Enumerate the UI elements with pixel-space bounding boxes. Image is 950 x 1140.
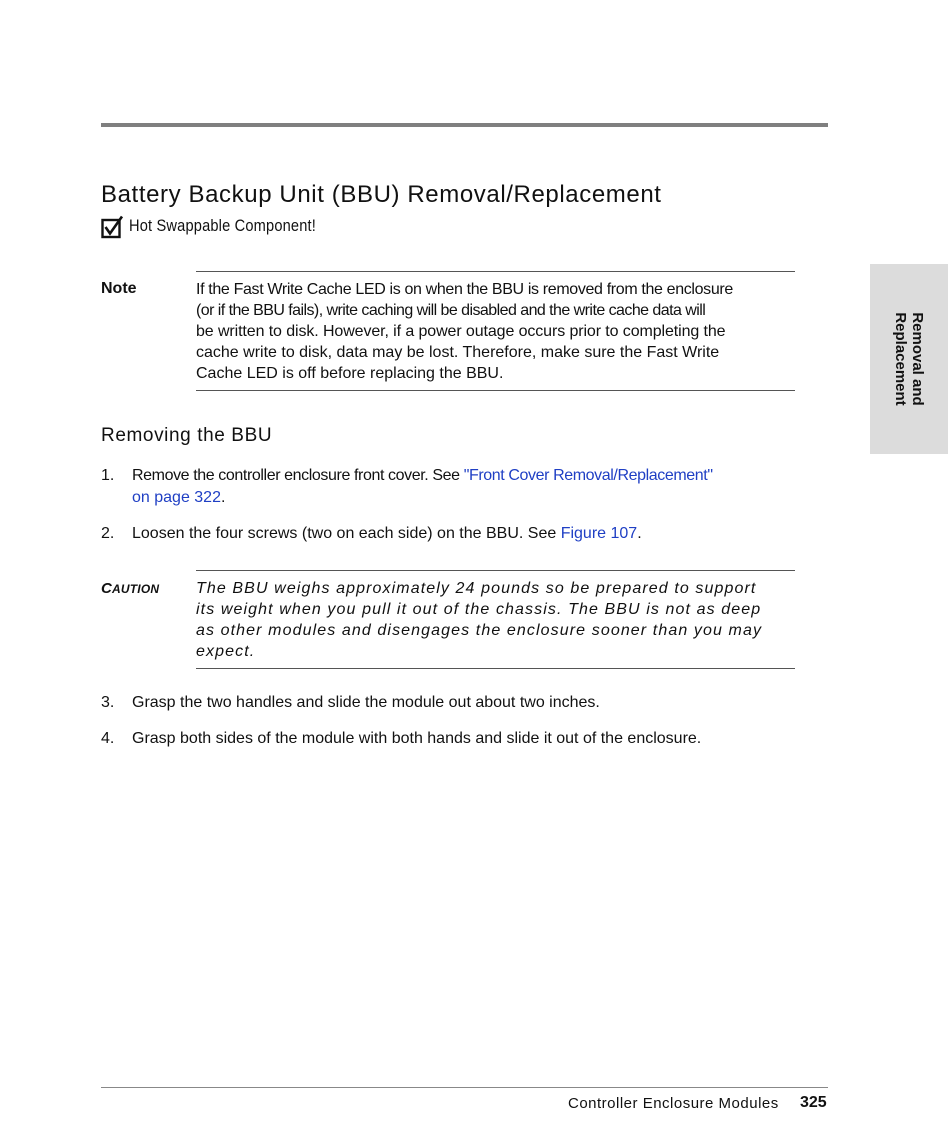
side-tab-line: Replacement (892, 312, 909, 406)
step-number: 2. (101, 525, 115, 542)
note-line: cache write to disk, data may be lost. Therefore, make sure the Fast Write (196, 344, 720, 361)
chapter-side-tab (870, 264, 948, 454)
hot-swappable-notice (101, 215, 346, 237)
caution-text (196, 578, 796, 662)
note-bottom-rule (196, 390, 795, 391)
step-text-part: . (220, 489, 226, 506)
checkbox-checked-icon (101, 215, 123, 237)
page-number: 325 (800, 1094, 827, 1111)
step-text-part: . (637, 525, 642, 542)
caution-line: its weight when you pull it out of the chassis. The BBU is not as deep (196, 601, 762, 618)
note-text (196, 279, 796, 384)
caution-label-initial: C (101, 580, 113, 597)
step-text: Grasp the two handles and slide the module out about two inches. (132, 694, 600, 711)
step-text (132, 523, 798, 545)
note-line: Cache LED is off before replacing the BBU. (196, 365, 504, 382)
note-line: (or if the BBU fails), write caching will be disabled and the write cache data will (196, 302, 706, 319)
front-cover-page-link[interactable]: on page 322 (132, 489, 221, 506)
side-tab-line: Removal and (909, 312, 926, 406)
caution-line: The BBU weighs approximately 24 pounds so be prepared to support (196, 580, 757, 597)
caution-top-rule (196, 570, 795, 571)
caution-label-rest: AUTION (112, 582, 160, 596)
figure-107-link[interactable]: Figure 107 (560, 525, 638, 542)
page-title: Battery Backup Unit (BBU) Removal/Replacement (101, 181, 662, 208)
caution-line: expect. (196, 643, 256, 660)
caution-bottom-rule (196, 668, 795, 669)
footer-rule (101, 1087, 828, 1088)
step-text: Grasp both sides of the module with both hands and slide it out of the enclosure. (132, 730, 702, 747)
caution-line: as other modules and disengages the enclosure sooner than you may (196, 622, 763, 639)
step-text (132, 465, 798, 509)
note-top-rule (196, 271, 795, 272)
side-tab-label (892, 312, 926, 405)
note-line: be written to disk. However, if a power outage occurs prior to completing the (196, 323, 726, 340)
front-cover-link[interactable]: "Front Cover Removal/Replacement" (463, 467, 713, 484)
step-number: 1. (101, 467, 115, 484)
note-line: If the Fast Write Cache LED is on when the BBU is removed from the enclosure (196, 281, 733, 298)
caution-label (101, 580, 159, 597)
step-text-part: Loosen the four screws (two on each side) on the BBU. See (132, 525, 561, 542)
step-text-part: Remove the controller enclosure front cover. See (132, 467, 464, 484)
step-number: 3. (101, 694, 115, 711)
footer-section-title: Controller Enclosure Modules (568, 1095, 779, 1112)
header-rule (101, 123, 828, 127)
hot-swappable-label: Hot Swappable Component! (129, 216, 316, 235)
section-heading: Removing the BBU (101, 425, 273, 446)
step-number: 4. (101, 730, 115, 747)
note-label: Note (101, 280, 137, 297)
